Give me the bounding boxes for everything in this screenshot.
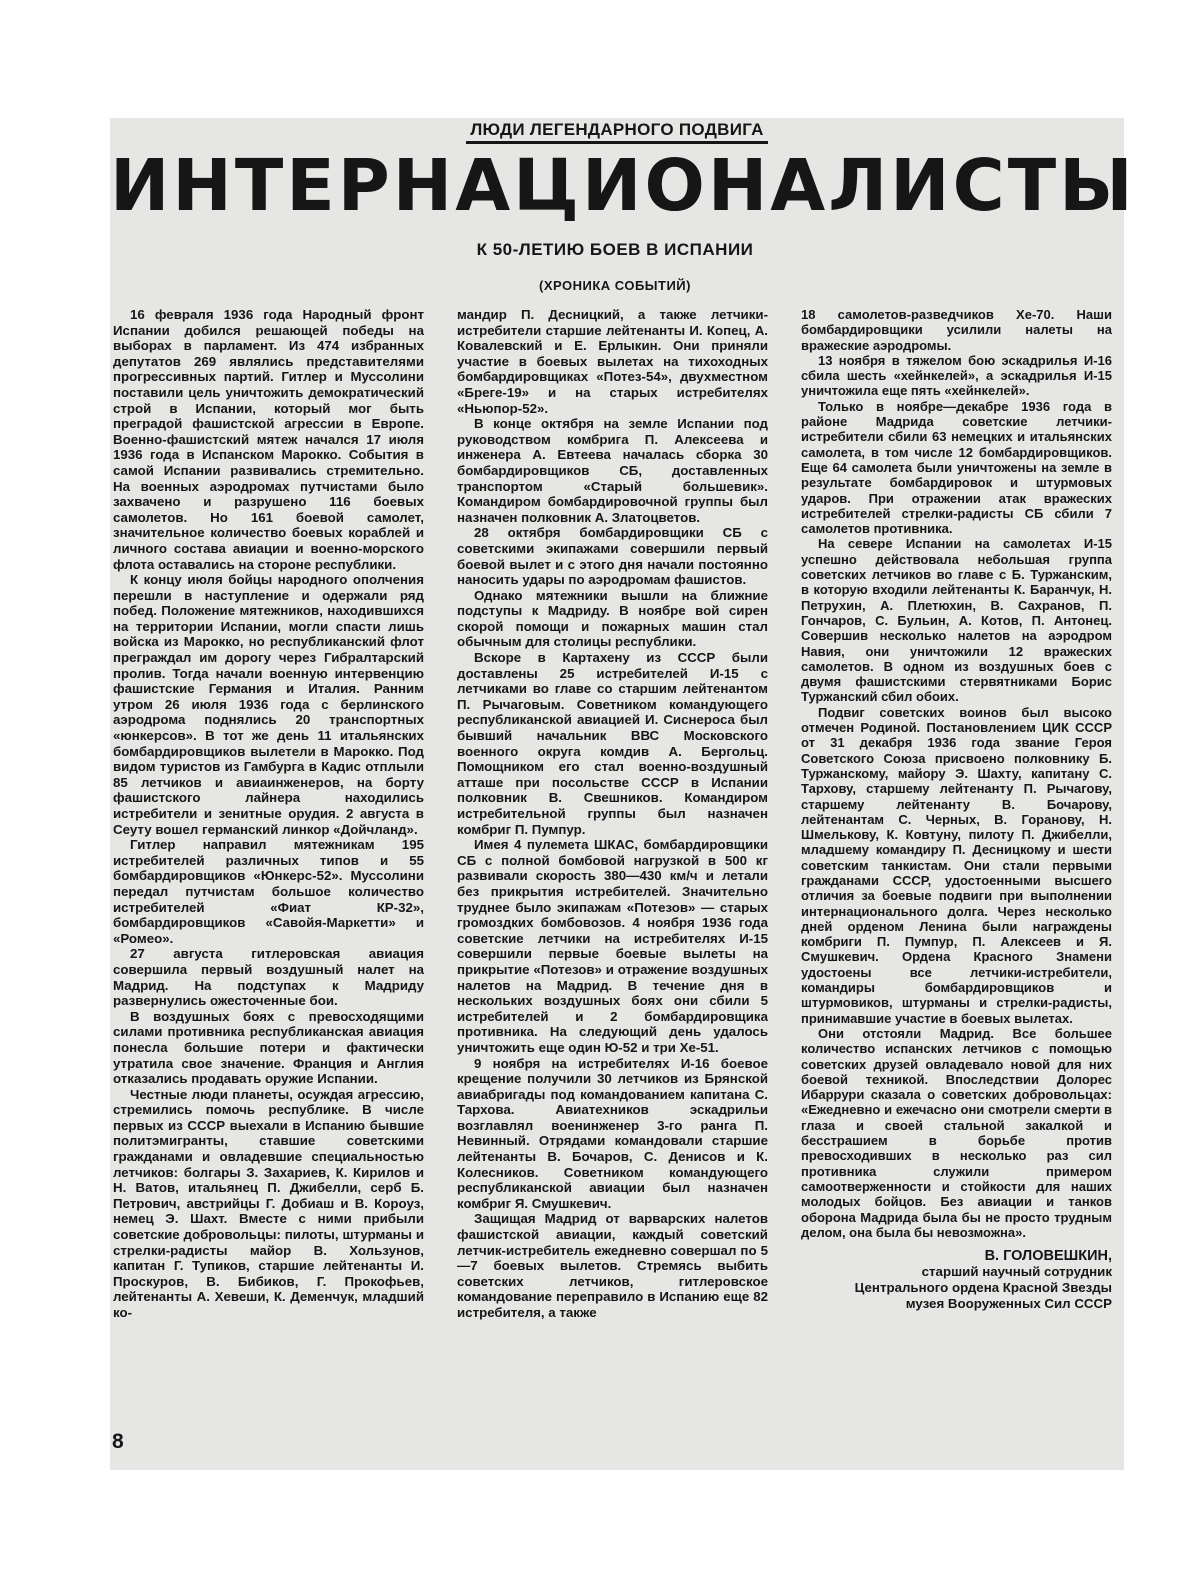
paragraph: На севере Испании на самолетах И-15 успешно действовала небольшая группа советских летчиков во главе с Б. Туржанским, в которую входили лейтенанты К. Баранчук, Н. Петрухин, А. Плетюхин, В. Сахранов, П. Гончаров, С. Бульин, А. Котов, П. Антонец. Совершив несколько налетов на аэродром Навия, они уничтожили 12 вражеских самолетов. В одном из воздушных боев с двумя фашистскими стервятниками Борис Туржанский сбил обоих. [801,536,1112,705]
magazine-page [110,118,1136,1470]
rubric-header [110,120,1124,144]
paragraph: мандир П. Десницкий, а также летчики-истребители старшие лейтенанты И. Копец, А. Ковалевский и Е. Ерлыкин. Они приняли участие в боевых вылетах на тихоходных бомбардировщиках «Потез-54», двухместном «Бреге-19» и на старых истребителях «Ньюпор-52». [457,307,768,416]
author-position: музея Вооруженных Сил СССР [905,1296,1112,1311]
paragraph: 18 самолетов-разведчиков Хе-70. Наши бомбардировщики усилили налеты на вражеские аэродромы. [801,307,1112,353]
author-position: Центрального ордена Красной Звезды [854,1280,1112,1295]
paragraph: Однако мятежники вышли на ближние подступы к Мадриду. В ноябре вой сирен скорой помощи и пожарных машин стал обычным для столицы республики. [457,587,768,650]
text-column-3 [801,307,1112,1240]
paragraph: В конце октября на земле Испании под руководством комбрига П. Алексеева и инженера А. Евтеева началась сборка 30 бомбардировщиков СБ, доставленных транспортом «Старый большевик». Командиром бомбардировочной группы был назначен полковник А. Златоцветов. [457,416,768,525]
paragraph: К концу июля бойцы народного ополчения перешли в наступление и одержали ряд побед. Положение мятежников, находившихся на территории Испании, могли спасти лишь войска из Марокко, но республиканский флот преграждал им дорогу через Гибралтарский пролив. Тогда начали военную интервенцию фашистские Германия и Италия. Ранним утром 26 июля 1936 года с берлинского аэродрома поднялись 20 транспортных «юнкерсов». В тот же день 11 итальянских бомбардировщиков вылетели в Марокко. Под видом туристов из Гамбурга в Кадис отплыли 85 летчиков и авиаинженеров, на борту фашистского лайнера находились истребители и зенитные орудия. 2 августа в Сеуту вошел германский линкор «Дойчланд». [113,572,424,837]
paragraph: Подвиг советских воинов был высоко отмечен Родиной. Постановлением ЦИК СССР от 31 декабря 1936 года звание Героя Советского Союза присвоено полковнику Б. Туржанскому, майору Э. Шахту, капитану С. Тархову, старшему лейтенанту П. Рычагову, старшему лейтенанту В. Бочарову, лейтенантам С. Черных, В. Горанову, Н. Шмелькову, К. Ковтуну, пилоту П. Джибелли, младшему командиру П. Десницкому и шести советским танкистам. Они стали первыми гражданами СССР, удостоенными высшего отличия за боевые подвиги при выполнении интернационального долга. Через несколько дней орденом Ленина были награждены комбриги П. Пумпур, П. Алексеев и Я. Смушкевич. Ордена Красного Знамени удостоены все летчики-истребители, командиры бомбардировщиков и штурмовиков, штурманы и стрелки-радисты, принимавшие участие в боевых вылетах. [801,704,1112,1026]
paragraph: Гитлер направил мятежникам 195 истребителей различных типов и 55 бомбардировщиков «Юнкерс-52». Муссолини передал путчистам большое количество истребителей «Фиат КР-32», бомбардировщиков «Савойя-Маркетти» и «Ромео». [113,837,424,946]
author-signature [801,1248,1112,1312]
article-subtitle: К 50-ЛЕТИЮ БОЕВ В ИСПАНИИ [476,240,754,259]
paragraph: 13 ноября в тяжелом бою эскадрилья И-16 сбила шесть «хейнкелей», а эскадрилья И-15 уничтожила еще пять «хейнкелей». [801,352,1112,399]
paragraph: Защищая Мадрид от варварских налетов фашистской авиации, каждый советский летчик-истребитель ежедневно совершал по 5—7 боевых вылетов. Стремясь выбить советских летчиков, гитлеровское командование переправило в Испанию еще 82 истребителя, а также [457,1211,768,1320]
paragraph: 16 февраля 1936 года Народный фронт Испании добился решающей победы на выборах в парламент. Из 474 избранных депутатов 269 являлись представителями прогрессивных партий. Гитлер и Муссолини поставили цель уничтожить демократический строй в Испании, который мог быть преградой фашистской агрессии в Европе. Военно-фашистский мятеж начался 17 июля 1936 года в Испанском Марокко. События в самой Испании развивались стремительно. На военных аэродромах путчистами было захвачено и разрушено 116 боевых самолетов. Но 161 боевой самолет, значительное количество боевых кораблей и личного состава авиации и военно-морского флота оставались на стороне республики. [113,307,424,572]
article-title: ИНТЕРНАЦИОНАЛИСТЫ [110,144,1136,227]
paragraph: Только в ноябре—декабре 1936 года в районе Мадрида советские летчики-истребители сбили 63 немецких и итальянских самолета, в том числе 12 бомбардировщиков. Еще 64 самолета были уничтожены на земле в результате бомбардировок и штурмовых ударов. При отражении атак вражеских истребителей стрелки-радисты СБ сбили 7 самолетов противника. [801,398,1112,537]
text-column-1 [113,307,424,1321]
text-column-2 [457,307,768,1321]
paragraph: Имея 4 пулемета ШКАС, бомбардировщики СБ с полной бомбовой нагрузкой в 500 кг развивали скорость 380—430 км/ч и летали без прикрытия истребителей. Значительно труднее было экипажам «Потезов» — старых громоздких бомбовозов. 4 ноября 1936 года советские летчики на истребителях И-15 совершили первые боевые вылеты на прикрытие «Потезов» и отражение воздушных налетов на Мадрид. В течение дня в нескольких воздушных боях они сбили 5 истребителей и 2 бомбардировщика противника. На следующий день удалось уничтожить еще один Ю-52 и три Хе-51. [457,837,768,1055]
rubric-text: ЛЮДИ ЛЕГЕНДАРНОГО ПОДВИГА [466,120,767,144]
paragraph: 9 ноября на истребителях И-16 боевое крещение получили 30 летчиков из Брянской авиабригады под командованием капитана С. Тархова. Авиатехников эскадрильи возглавлял военинженер 3-го ранга П. Невинный. Отрядами командовали старшие лейтенанты В. Бочаров, С. Денисов и К. Колесников. Советником командующего республиканской авиации был назначен комбриг Я. Смушкевич. [457,1055,768,1211]
author-position: старший научный сотрудник [921,1264,1112,1279]
paragraph: Честные люди планеты, осуждая агрессию, стремились помочь республике. В числе первых из СССР выехали в Испанию бывшие политэмигранты, ставшие советскими гражданами и овладевшие специальностью летчиков: болгары З. Захариев, К. Кирилов и Н. Ватов, итальянец П. Джибелли, серб Б. Петрович, австрийцы Г. Добиаш и В. Короуз, немец Э. Шахт. Вместе с ними прибыли советские добровольцы: пилоты, штурманы и стрелки-радисты майор В. Хользунов, капитан Г. Тупиков, старшие лейтенанты И. Проскуров, В. Бибиков, Г. Прокофьев, лейтенанты А. Хевеши, К. Деменчук, младший ко- [113,1086,424,1320]
author-name: В. ГОЛОВЕШКИН, [984,1248,1112,1264]
paragraph: Вскоре в Картахену из СССР были доставлены 25 истребителей И-15 с летчиками во главе со старшим лейтенантом П. Рычаговым. Советником командующего республиканской авиацией И. Сиснероса был бывший начальник ВВС Московского военного округа комдив А. Бергольц. Помощником его стал военно-воздушный атташе при посольстве СССР в Испании полковник В. Свешников. Командиром истребительной группы был назначен комбриг П. Пумпур. [457,650,768,837]
paragraph: 28 октября бомбардировщики СБ с советскими экипажами совершили первый боевой вылет и с этого дня начали постоянно наносить удары по аэродромам фашистов. [457,525,768,588]
paragraph: Они отстояли Мадрид. Все большее количество испанских летчиков с помощью советских друзей овладевало новой для них боевой техникой. Впоследствии Долорес Ибаррури сказала о советских добровольцах: «Ежедневно и ежечасно они смотрели смерти в глаза и своей стальной закалкой и бесстрашием в борьбе против превосходивших в несколько раз сил противника служили примером самоотверженности и стойкости для наших молодых бойцов. Без авиации и танков оборона Мадрида была бы не просто трудным делом, она была бы невозможна». [801,1025,1112,1240]
paragraph: 27 августа гитлеровская авиация совершила первый воздушный налет на Мадрид. На подступах к Мадриду развернулись ожесточенные бои. [113,946,424,1009]
chronicle-label: (ХРОНИКА СОБЫТИЙ) [539,278,691,293]
paragraph: В воздушных боях с превосходящими силами противника республиканская авиация понесла большие потери и фактически утратила свое значение. Франция и Англия отказались продавать оружие Испании. [113,1008,424,1087]
page-number: 8 [112,1430,124,1453]
